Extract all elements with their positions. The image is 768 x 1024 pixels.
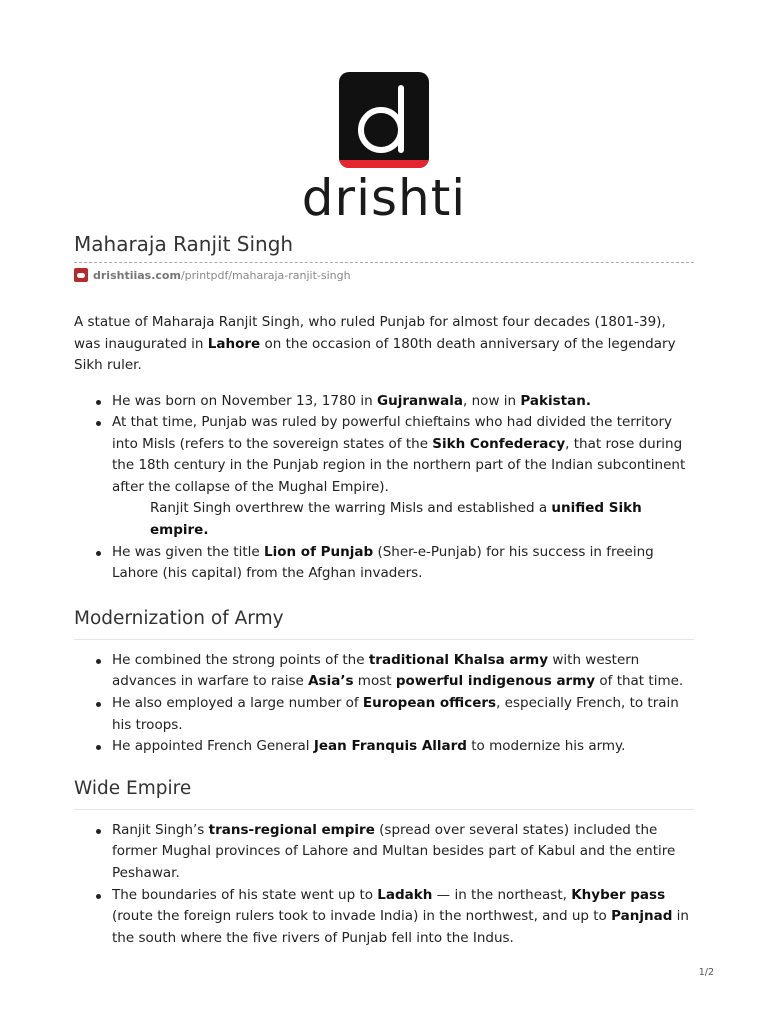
section-heading: Modernization of Army [74, 604, 694, 640]
source-domain[interactable]: drishtiias.com [93, 268, 181, 282]
page-title: Maharaja Ranjit Singh [74, 232, 294, 256]
drishti-logo [0, 72, 768, 226]
intro-paragraph: A statue of Maharaja Ranjit Singh, who ruled Punjab for almost four decades (1801-39), was inaugurated in Lahore on the occasion of 180th death anniversary of the legendary Sikh ruler. [74, 314, 676, 373]
list-item: He appointed French General Jean Franquis Allard to modernize his army. [74, 736, 694, 758]
bullet-list [74, 820, 694, 950]
bullet-list [74, 650, 694, 758]
source-path[interactable]: /printpdf/maharaja-ranjit-singh [180, 268, 351, 282]
section-modernization [74, 604, 694, 758]
list-item: He was given the title Lion of Punjab (Sher-e-Punjab) for his success in freeing Lahore (his capital) from the Afghan invaders. [74, 542, 694, 585]
bullet-list-intro [74, 391, 694, 585]
article [74, 228, 694, 949]
list-item: He also employed a large number of European officers, especially French, to train his troops. [74, 693, 694, 736]
source-link[interactable] [74, 267, 694, 283]
section-heading: Wide Empire [74, 774, 694, 810]
drishti-logo-icon [339, 72, 429, 168]
list-item: At that time, Punjab was ruled by powerful chieftains who had divided the territory into Misls (refers to the sovereign states of the Sikh Confederacy, that rose during the 18th century in the Punjab region in the northern part of the Indian subcontinent after the collapse of the Mughal Empire). [74, 412, 694, 498]
title-divider [74, 262, 694, 263]
brand-name: drishti [301, 169, 467, 227]
list-item: Ranjit Singh’s trans-regional empire (spread over several states) included the former Mughal provinces of Lahore and Multan besides part of Kabul and the entire Peshawar. [74, 820, 694, 885]
page-number: 1/2 [698, 967, 714, 978]
list-item-sub: Ranjit Singh overthrew the warring Misls and established a unified Sikh empire. [150, 500, 642, 539]
list-item: He combined the strong points of the traditional Khalsa army with western advances in warfare to raise Asia’s most powerful indigenous army of that time. [74, 650, 694, 693]
drishti-favicon-icon [74, 268, 88, 282]
list-item: He was born on November 13, 1780 in Gujranwala, now in Pakistan. [74, 391, 694, 413]
list-item: The boundaries of his state went up to Ladakh — in the northeast, Khyber pass (route the foreign rulers took to invade India) in the northwest, and up to Panjnad in the south where the five rivers of Punjab fell into the Indus. [74, 885, 694, 950]
section-wide-empire [74, 774, 694, 950]
